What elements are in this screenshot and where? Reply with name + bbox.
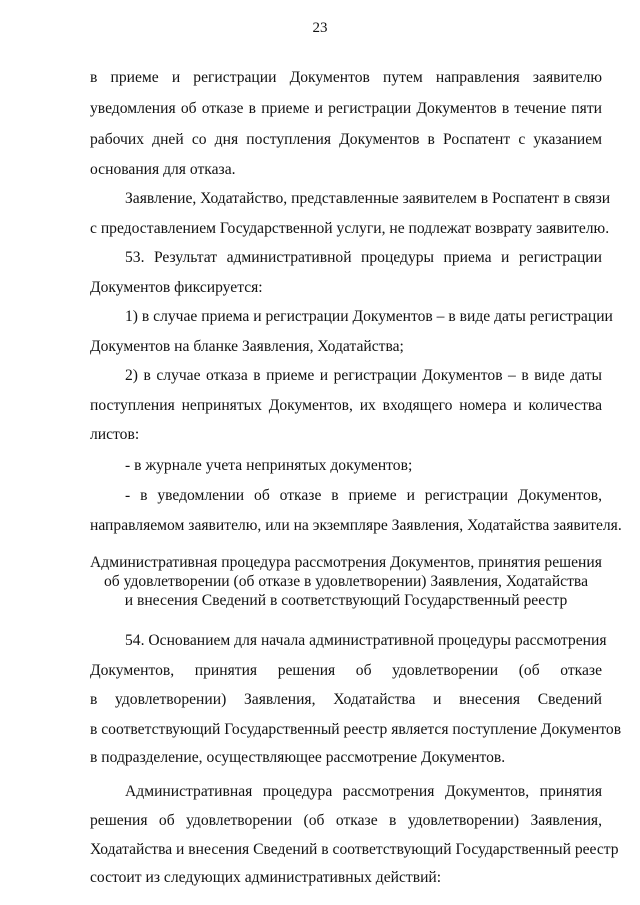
text-line: Ходатайства и внесения Сведений в соответствующий Государственный реестр <box>90 841 619 858</box>
text-line: направляемом заявителю, или на экземпляре Заявления, Ходатайства заявителя. <box>90 517 622 534</box>
text-line: в соответствующий Государственный реестр является поступление Документов <box>90 721 622 738</box>
text-line: 54. Основанием для начала административной процедуры рассмотрения <box>125 632 607 649</box>
text-line: листов: <box>90 426 140 443</box>
section-heading-line: Административная процедура рассмотрения Документов, принятия решения <box>90 554 602 571</box>
text-line: Документов на бланке Заявления, Ходатайства; <box>90 338 404 355</box>
text-line: Административная процедура рассмотрения Документов, принятия <box>125 783 602 800</box>
text-line: рабочих дней со дня поступления Документов в Роспатент с указанием <box>90 131 602 148</box>
text-line: в приеме и регистрации Документов путем направления заявителю <box>90 69 602 86</box>
text-line: 53. Результат административной процедуры приема и регистрации <box>125 249 602 266</box>
section-heading-line: об удовлетворении (об отказе в удовлетворении) Заявления, Ходатайства <box>104 573 588 590</box>
text-line: решения об удовлетворении (об отказе в удовлетворении) Заявления, <box>90 812 602 829</box>
text-line: Документов, принятия решения об удовлетворении (об отказе <box>90 662 602 679</box>
text-line: 2) в случае отказа в приеме и регистрации Документов – в виде даты <box>125 367 602 384</box>
text-line: Документов фиксируется: <box>90 279 263 296</box>
list-item: - в журнале учета непринятых документов; <box>125 457 413 474</box>
text-line: Заявление, Ходатайство, представленные заявителем в Роспатент в связи <box>125 190 611 207</box>
text-line: в подразделение, осуществляющее рассмотрение Документов. <box>90 749 506 766</box>
text-line: поступления непринятых Документов, их входящего номера и количества <box>90 397 602 414</box>
text-line: уведомления об отказе в приеме и регистрации Документов в течение пяти <box>90 100 602 117</box>
page-number: 23 <box>312 20 328 36</box>
text-line: основания для отказа. <box>90 161 236 178</box>
text-line: с предоставлением Государственной услуги, не подлежат возврату заявителю. <box>90 220 610 237</box>
text-line: 1) в случае приема и регистрации Документов – в виде даты регистрации <box>125 308 613 325</box>
text-line: в удовлетворении) Заявления, Ходатайства и внесения Сведений <box>90 691 602 708</box>
list-item: - в уведомлении об отказе в приеме и регистрации Документов, <box>125 487 602 504</box>
section-heading-line: и внесения Сведений в соответствующий Государственный реестр <box>124 592 568 609</box>
text-line: состоит из следующих административных действий: <box>90 869 442 886</box>
